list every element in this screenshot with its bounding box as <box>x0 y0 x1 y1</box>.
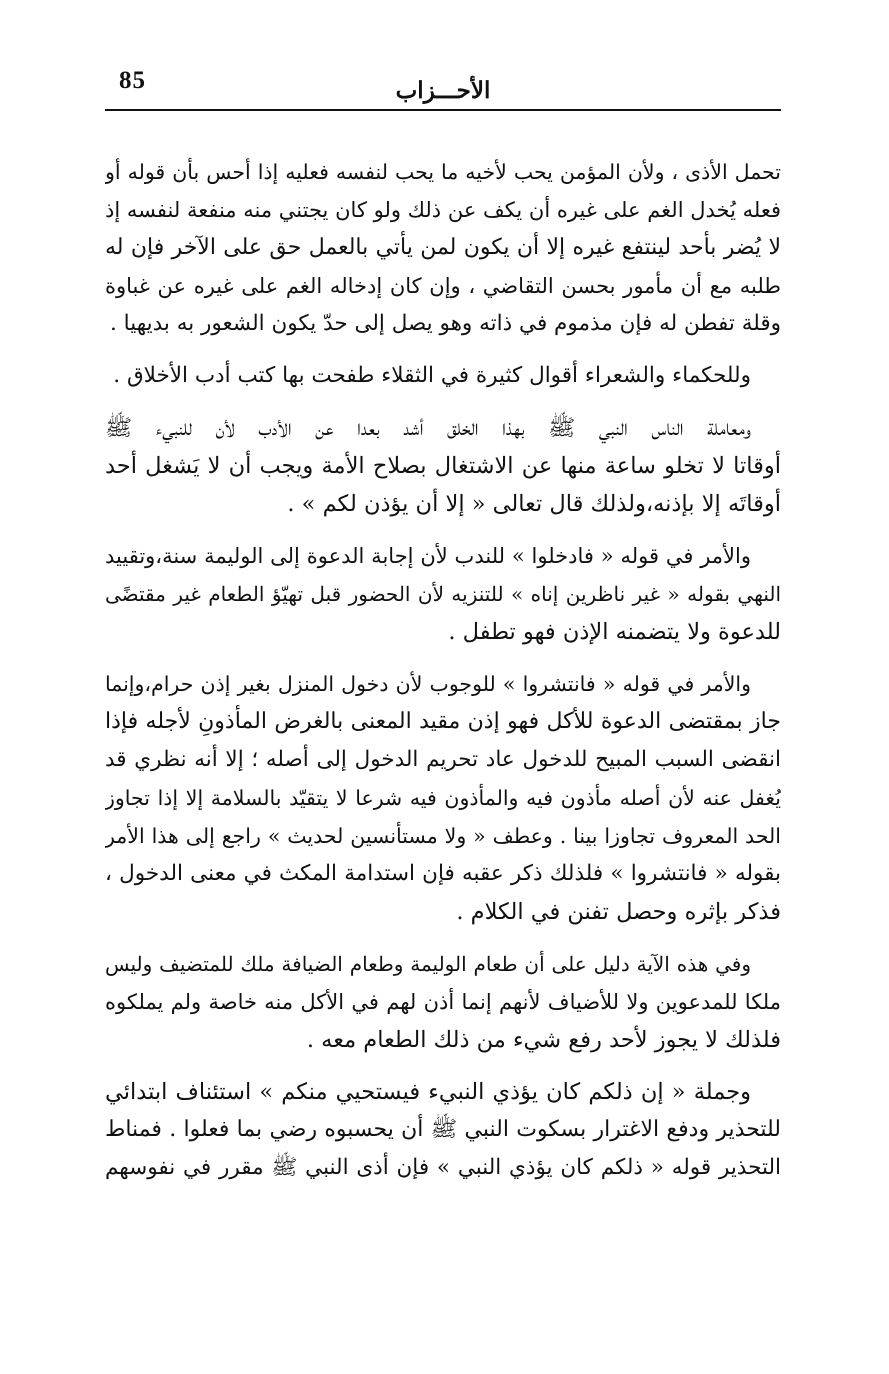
text-line: ملكا للمدعوين ولا للأضياف لأنهم إنما أذن لهم في الأكل منه خاصة ولم يملكوه <box>105 990 781 1014</box>
text-line: والأمر في قوله « فادخلوا » للندب لأن إجابة الدعوة إلى الوليمة سنة،وتقييد <box>105 544 751 568</box>
text-line: والأمر في قوله « فانتشروا » للوجوب لأن دخول المنزل بغير إذن حرام،وإنما <box>105 672 751 696</box>
paragraph-4 <box>105 537 781 651</box>
body-text <box>105 153 781 1201</box>
text-line: جاز بمقتضى الدعوة للأكل فهو إذن مقيد المعنى بالغرض المأذونِ لأجله فإذا <box>105 709 781 734</box>
text-line: فذكر بإثره وحصل تفنن في الكلام . <box>456 899 781 925</box>
paragraph-2 <box>105 357 781 395</box>
text-line: بقوله « فانتشروا » فلذلك ذكر عقبه فإن استدامة المكث في معنى الدخول ، <box>105 861 781 886</box>
text-line: الحد المعروف تجاوزا بينا . وعطف « ولا مستأنسين لحديث » راجع إلى هذا الأمر <box>105 824 781 848</box>
text-line: وقلة تفطن له فإن مذموم في ذاته وهو يصل إلى حدّ يكون الشعور به بديهيا . <box>110 311 781 336</box>
text-line: طلبه مع أن مأمور بحسن التقاضي ، وإن كان إدخاله الغم على غيره عن غباوة <box>105 274 781 298</box>
text-line: يُغفل عنه لأن أصله مأذون فيه والمأذون فيه شرعا لا يتقيّد بالسلامة إلا إذا تجاوز <box>105 786 781 810</box>
text-line: النهي بقوله « غير ناظرين إناه » للتنزيه لأن الحضور قبل تهيّؤ الطعام غير مقتضًى <box>105 582 781 606</box>
text-line: للدعوة ولا يتضمنه الإذن فهو تطفل . <box>448 619 781 645</box>
text-line: وللحكماء والشعراء أقوال كثيرة في الثقلاء طفحت بها كتب أدب الأخلاق . <box>113 363 751 388</box>
text-line: التحذير قوله « ذلكم كان يؤذي النبي » فإن أذى النبي ﷺ مقرر في نفوسهم <box>105 1155 781 1180</box>
text-line: أوقاتَه إلا بإذنه،ولذلك قال تعالى « إلا أن يؤذن لكم » . <box>287 491 781 517</box>
paragraph-3 <box>105 409 781 523</box>
text-line: تحمل الأذى ، ولأن المؤمن يحب لأخيه ما يحب لنفسه فعليه إذا أحس بأن قوله أو <box>105 160 781 184</box>
running-title: الأحـــزاب <box>395 77 491 104</box>
text-line: أوقاتا لا تخلو ساعة منها عن الاشتغال بصلاح الأمة ويجب أن لا يَشغل أحد <box>105 453 781 479</box>
page-header <box>105 62 781 110</box>
paragraph-6 <box>105 945 781 1059</box>
paragraph-1 <box>105 153 781 343</box>
text-line: وجملة « إن ذلكم كان يؤذي النبيء فيستحيي منكم » استئناف ابتدائي <box>105 1079 751 1105</box>
paragraph-7 <box>105 1073 781 1187</box>
text-line: للتحذير ودفع الاغترار بسكوت النبي ﷺ أن يحسبوه رضي بما فعلوا . فمناط <box>105 1117 781 1142</box>
text-line: فلذلك لا يجوز لأحد رفع شيء من ذلك الطعام معه . <box>306 1027 781 1053</box>
text-line: لا يُضر بأحد لينتفع غيره إلا أن يكون لمن يأتي بالعمل حق على الآخر فإن له <box>105 235 781 260</box>
text-line: فعله يُخدل الغم على غيره أن يكف عن ذلك ولو كان يجتني منه منفعة لنفسه إذ <box>105 198 781 222</box>
header-rule <box>105 109 781 111</box>
text-line: انقضى السبب المبيح للدخول عاد تحريم الدخول إلى أصله ؛ إلا أنه نظري قد <box>105 747 781 772</box>
text-line: وفي هذه الآية دليل على أن طعام الوليمة وطعام الضيافة ملك للمتضيف وليس <box>105 952 751 976</box>
text-line: ومعاملة الناس النبي ﷺ بهذا الخلق أشد بعدا عن الأدب لأن للنبيء ﷺ <box>105 415 751 441</box>
page-number: 85 <box>119 67 146 94</box>
paragraph-5 <box>105 665 781 931</box>
